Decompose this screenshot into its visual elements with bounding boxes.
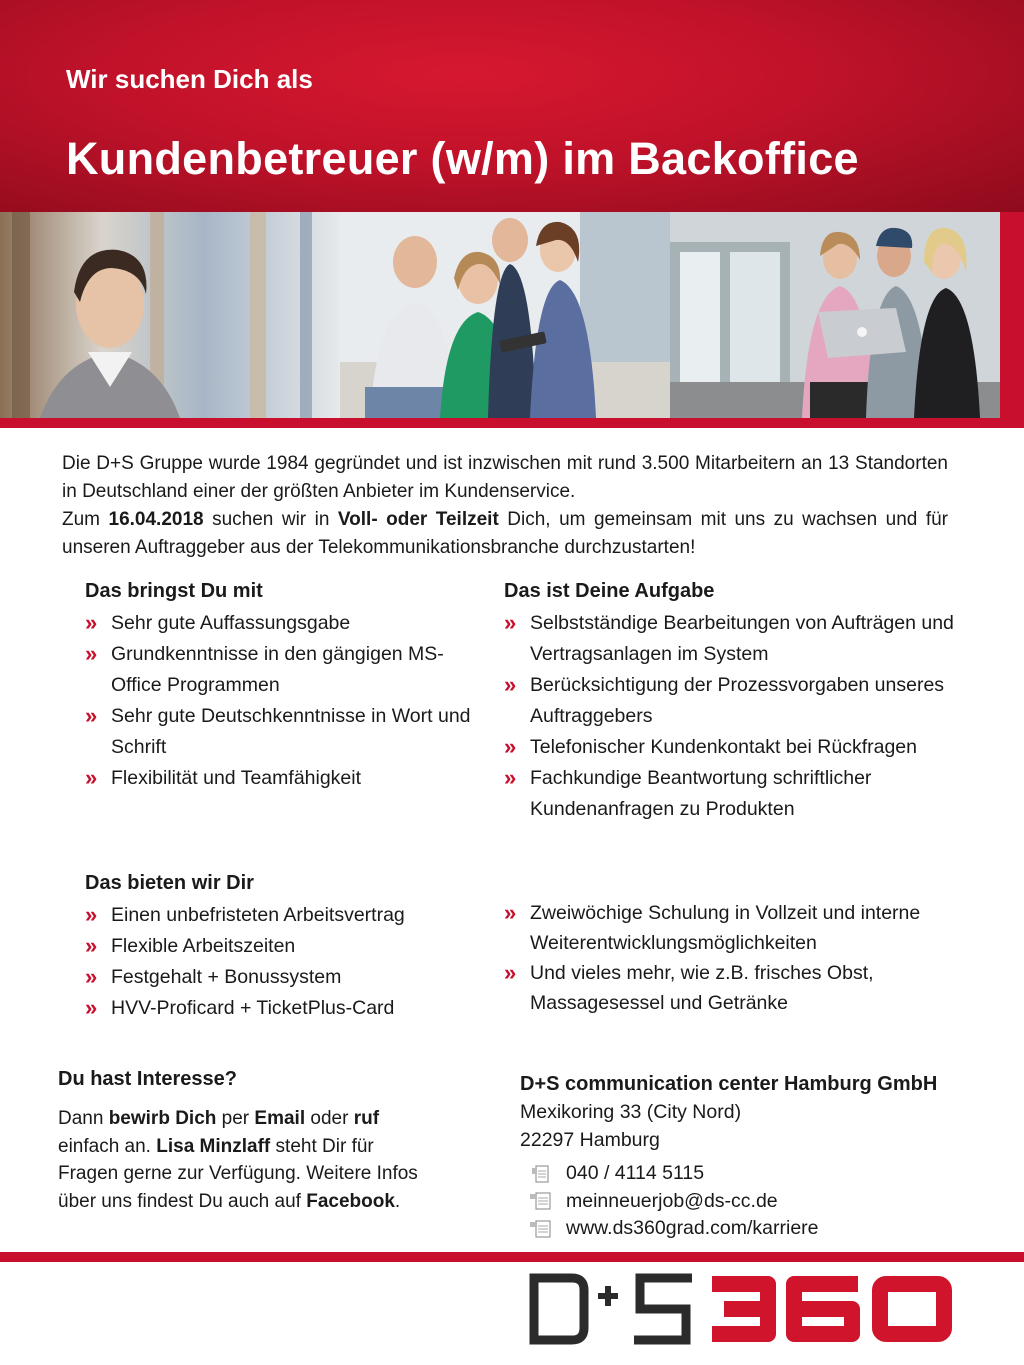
contact-web-row[interactable] [528,1215,819,1243]
team-laptop-photo [670,212,1024,418]
facebook-link[interactable]: Facebook [306,1190,395,1212]
interest-bold-email: Email [254,1108,306,1129]
chevron-right-icon: » [504,900,517,925]
chevron-right-icon: » [85,995,98,1020]
list-item-text: Sehr gute Deutschkenntnisse in Wort und Schrift [111,705,471,758]
list-item-text: Und vieles mehr, wie z.B. frisches Obst, Massagesessel und Getränke [530,962,874,1014]
interest-title: Du hast Interesse? [58,1068,237,1090]
list-item [504,608,954,670]
interest-text-2: per [216,1108,255,1129]
list-item [85,900,475,931]
intro-line-1: Die D+S Gruppe wurde 1984 gegründet und ist inzwischen mit rund 3.500 Mitarbeitern an 13 Standorten in Deutschland einer der größten Anbieter im Kundenservice. [62,453,948,502]
chevron-right-icon: » [85,902,98,927]
intro-line-2 [62,506,948,562]
intro-text [62,450,948,562]
contact-email-row[interactable] [528,1188,819,1216]
list-item-text: Zweiwöchige Schulung in Vollzeit und interne Weiterentwicklungsmöglichkeiten [530,902,921,954]
list-item [85,993,475,1024]
list-item-text: Flexible Arbeitszeiten [111,935,296,957]
interest-block [58,1068,438,1215]
list-item-text: Festgehalt + Bonussystem [111,966,342,988]
interest-bold-ruf: ruf [353,1108,380,1129]
section-title-bringst: Das bringst Du mit [85,580,263,602]
list-bieten [85,900,475,1024]
list-bringst [85,608,475,794]
list-item [504,958,944,1018]
portrait-photo [0,212,340,418]
photo-strip [0,212,1024,418]
chevron-right-icon: » [504,672,517,697]
list-item [504,732,954,763]
list-item-text: HVV-Proficard + TicketPlus-Card [111,997,395,1019]
interest-text-4: einfach an. [58,1135,157,1157]
logo-text: D+S360 [528,1272,532,1273]
intro-text-b: suchen wir in [203,509,338,530]
list-item [85,701,475,763]
phone-icon [528,1164,554,1184]
company-city: 22297 Hamburg [520,1129,660,1151]
list-item-text: Einen unbefristeten Arbeitsvertrag [111,904,405,926]
list-item-text: Flexibilität und Teamfähigkeit [111,767,362,789]
header-banner [0,0,1024,212]
intro-text-a: Zum [62,509,109,530]
interest-text-1: Dann [58,1108,109,1129]
team-tablet-photo [340,212,670,418]
interest-bold-1: bewirb Dich [108,1108,217,1129]
list-item-text: Selbstständige Bearbeitungen von Aufträgen und Vertragsanlagen im System [530,612,954,665]
chevron-right-icon: » [504,765,517,790]
work-mode: Voll- oder Teilzeit [337,509,499,530]
chevron-right-icon: » [85,703,98,728]
contact-phone-row[interactable] [528,1160,819,1188]
list-item-text: Grundkenntnisse in den gängigen MS-Office Programmen [111,643,444,696]
list-item [504,898,944,958]
chevron-right-icon: » [85,641,98,666]
list-item [85,962,475,993]
email-icon [528,1191,554,1211]
list-item [504,763,954,825]
contact-email[interactable]: meinneuerjob@ds-cc.de [566,1189,778,1212]
divider-bottom [0,1252,1024,1262]
section-title-aufgabe: Das ist Deine Aufgabe [504,580,715,602]
start-date: 16.04.2018 [108,509,204,530]
contact-list [528,1160,819,1243]
chevron-right-icon: » [504,734,517,759]
web-icon [528,1219,554,1239]
interest-text-3: oder [305,1108,354,1129]
list-item [85,608,475,639]
interest-text-6: . [394,1190,401,1212]
list-item-text: Sehr gute Auffassungsgabe [111,612,351,634]
interest-text-5: steht Dir für Fragen gerne zur Verfügung. Weitere Infos über uns findest Du auch auf [58,1135,418,1212]
interest-text [58,1105,438,1215]
list-item-text: Fachkundige Beantwortung schriftlicher Kundenanfragen zu Produkten [530,767,872,820]
ds360-logo [528,1272,958,1351]
chevron-right-icon: » [85,933,98,958]
section-title-bieten: Das bieten wir Dir [85,872,254,894]
contact-person-name: Lisa Minzlaff [156,1135,271,1157]
list-aufgabe [504,608,954,825]
logo-graphic [528,1272,958,1346]
contact-website[interactable]: www.ds360grad.com/karriere [566,1217,819,1239]
chevron-right-icon: » [504,610,517,635]
divider-top [0,418,1024,428]
list-item-text: Telefonischer Kundenkontakt bei Rückfragen [530,736,917,758]
chevron-right-icon: » [504,960,517,985]
list-item [85,763,475,794]
company-street: Mexikoring 33 (City Nord) [520,1101,742,1123]
header-kicker: Wir suchen Dich als [66,64,313,94]
list-item [85,931,475,962]
list-item-text: Berücksichtigung der Prozessvorgaben unseres Auftraggebers [530,674,945,727]
intro-text-c: Dich, um gemeinsam mit uns zu wachsen und für unseren Auftraggeber aus der Telekommunikationsbranche durchzustarten! [62,509,948,558]
company-name: D+S communication center Hamburg GmbH [520,1073,938,1095]
chevron-right-icon: » [85,964,98,989]
contact-phone[interactable]: 040 / 4114 5115 [566,1162,705,1184]
chevron-right-icon: » [85,765,98,790]
list-bieten-right [504,898,944,1018]
list-item [504,670,954,732]
list-item [85,639,475,701]
chevron-right-icon: » [85,610,98,635]
company-address [520,1070,990,1154]
page-title: Kundenbetreuer (w/m) im Backoffice [66,133,859,184]
